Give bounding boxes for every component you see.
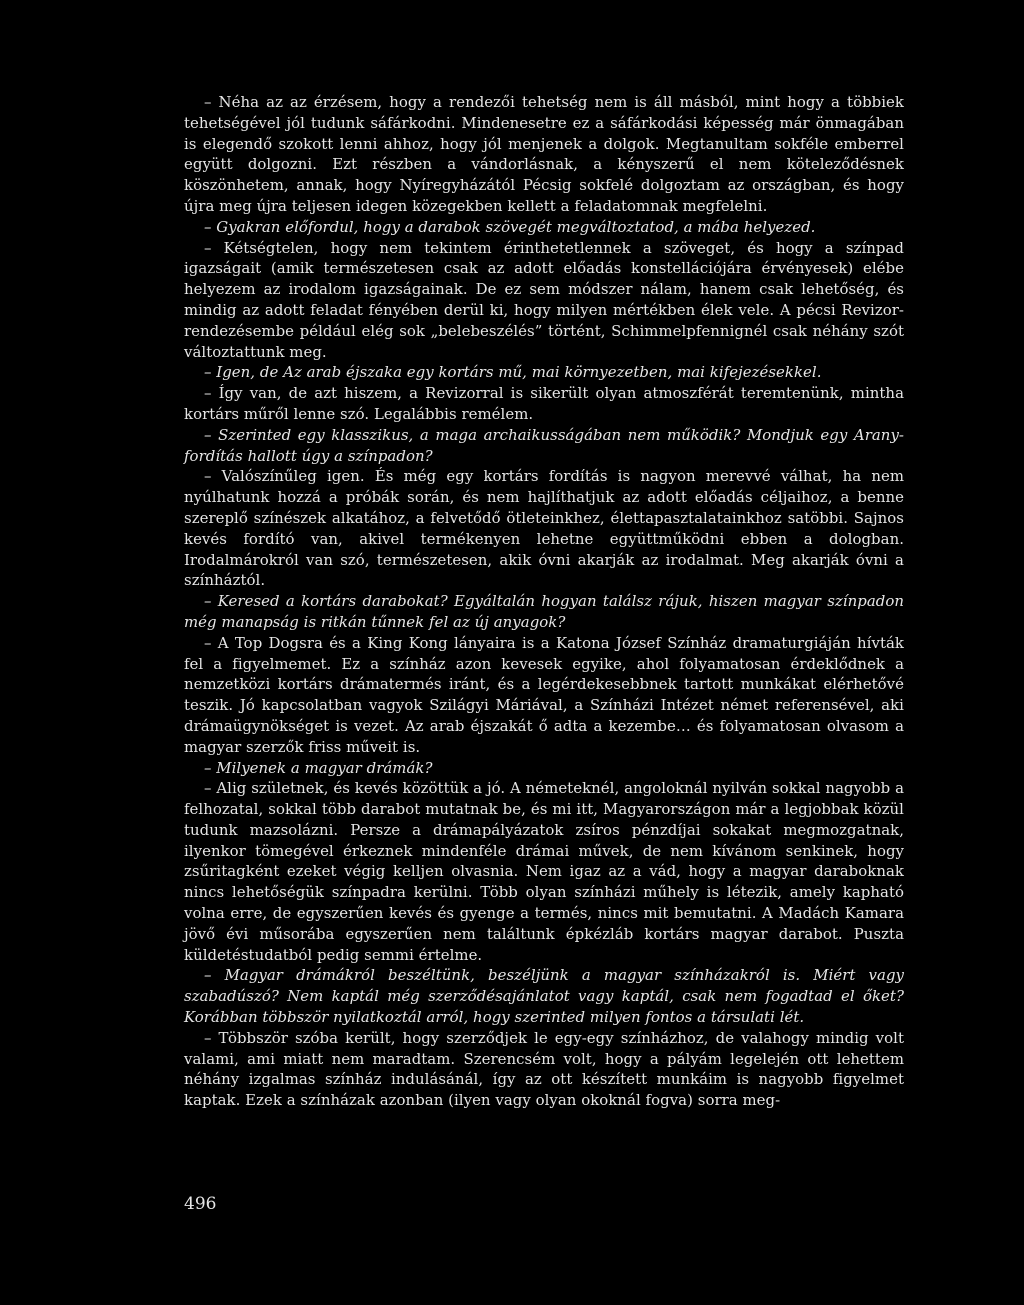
page-number: 496 bbox=[184, 1194, 217, 1214]
question-paragraph: – Milyenek a magyar drámák? bbox=[204, 758, 433, 777]
answer-paragraph: – Néha az az érzésem, hogy a rendezői tehetség nem is áll másból, mint hogy a többiek tehetségével jól tudunk sáfárkodni. Mindenesetre ez a sáfárkodási képesség már önmagában is elegendő szokott lenni ahhoz, hogy jól menjenek a dolgok. Megtanultam sokféle emberrel együtt dolgozni. Ezt részben a vándorlásnak, a kényszerű el nem köteleződésnek köszönhetem, annak, hogy Nyíregyházától Pécsig sokfelé dolgoztam az országban, és hogy újra meg újra teljesen idegen közegekben kellett a feladatomnak megfelelni. bbox=[184, 93, 904, 215]
question-paragraph: – Gyakran előfordul, hogy a darabok szövegét megváltoztatod, a mába helyezed. bbox=[204, 217, 816, 236]
question-paragraph: – Igen, de Az arab éjszaka egy kortárs mű, mai környezetben, mai kifejezésekkel. bbox=[204, 363, 822, 382]
question-paragraph: – Szerinted egy klasszikus, a maga archaikusságában nem működik? Mondjuk egy Arany-fordítás hallott úgy a színpadon? bbox=[184, 425, 904, 465]
question-paragraph: – Magyar drámákról beszéltünk, beszéljünk a magyar színházakról is. Miért vagy szabadúszó? Nem kaptál még szerződésajánlatot vagy kaptál, csak nem fogadtad el őket? Korábban többször nyilatkoztál arról, hogy szerinted milyen fontos a társulati lét. bbox=[184, 966, 904, 1027]
article-body bbox=[184, 92, 904, 1111]
question-paragraph: – Keresed a kortárs darabokat? Egyáltalán hogyan találsz rájuk, hiszen magyar színpadon még manapság is ritkán tűnnek fel az új anyagok? bbox=[184, 592, 904, 631]
answer-paragraph: – Valószínűleg igen. És még egy kortárs fordítás is nagyon merevvé válhat, ha nem nyúlhatunk hozzá a próbák során, és nem hajlíthatjuk az adott előadás céljaihoz, a benne szereplő színészek alkatához, a felvetődő ötleteinkhez, élettapasztalatainkhoz satöbbi. Sajnos kevés fordító van, akivel termékenyen lehetne együttműködni ebben a dologban. Irodalmárokról van szó, természetesen, akik óvni akarják az irodalmat. Meg akarják óvni a színháztól. bbox=[184, 467, 904, 590]
answer-paragraph: – Így van, de azt hiszem, a Revizorral is sikerült olyan atmoszférát teremtenünk, mintha kortárs műről lenne szó. Legalábbis remélem. bbox=[184, 384, 904, 423]
answer-paragraph: – Alig születnek, és kevés közöttük a jó. A németeknél, angoloknál nyilván sokkal nagyobb a felhozatal, sokkal több darabot mutatnak be, és mi itt, Magyarországon már a legjobbak közül tudunk mazsolázni. Persze a drámapályázatok zsíros pénzdíjai sokakat megmozgatnak, ilyenkor tömegével érkeznek mindenféle drámai művek, de nem kívánom senkinek, hogy zsűritagként ezeket végig kelljen olvasnia. Nem igaz az a vád, hogy a magyar daraboknak nincs lehetőségük színpadra kerülni. Több olyan színházi műhely is létezik, amely kapható volna erre, de egyszerűen kevés és gyenge a termés, nincs mit bemutatni. A Madách Kamara jövő évi műsorába egyszerűen nem találtunk épkézláb kortárs magyar darabot. Puszta küldetéstudatból pedig semmi értelme. bbox=[184, 779, 904, 964]
answer-paragraph: – Többször szóba került, hogy szerződjek le egy-egy színházhoz, de valahogy mindig volt valami, ami miatt nem maradtam. Szerencsém volt, hogy a pályám legelején ott lehettem néhány izgalmas színház indulásánál, így az ott készített munkáim is nagyobb figyelmet kaptak. Ezek a színházak azonban (ilyen vagy olyan okoknál fogva) sorra meg- bbox=[184, 1028, 904, 1110]
answer-paragraph: – Kétségtelen, hogy nem tekintem érinthetetlennek a szöveget, és hogy a színpad igazságait (amik természetesen csak az adott előadás konstellációjára érvényesek) elébe helyezem az irodalom igazságainak. De ez sem módszer nálam, hanem csak lehetőség, és mindig az adott feladat fényében derül ki, hogy milyen mértékben élek vele. A pécsi Revizor-rendezésembe például elég sok „belebeszélés” történt, Schimmelpfennignél csak néhány szót változtattunk meg. bbox=[184, 238, 904, 361]
answer-paragraph: – A Top Dogsra és a King Kong lányaira is a Katona József Színház dramaturgiáján hívták fel a figyelmemet. Ez a színház azon kevesek egyike, ahol folyamatosan érdeklődnek a nemzetközi kortárs drámatermés iránt, és a legérdekesebbnek tartott munkákat elérhetővé teszik. Jó kapcsolatban vagyok Szilágyi Máriával, a Színházi Intézet német referensével, aki drámaügynökséget is vezet. Az arab éjszakát ő adta a kezembe… és folyamatosan olvasom a magyar szerzők friss műveit is. bbox=[184, 633, 904, 756]
